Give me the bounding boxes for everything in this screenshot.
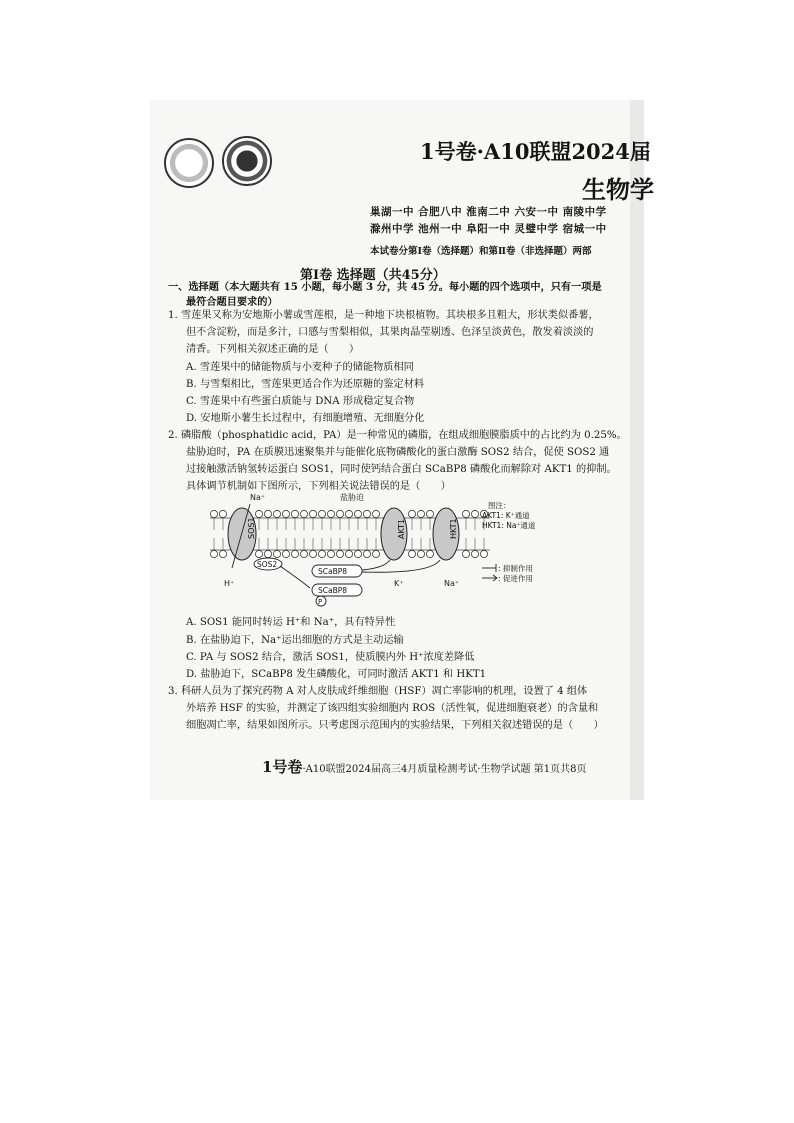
- section-title: 第Ⅰ卷 选择题（共45分）: [300, 268, 446, 283]
- phospholipid-head: [219, 550, 226, 557]
- phospholipid-head: [318, 550, 325, 557]
- phospholipid-head: [354, 550, 361, 557]
- phospholipid-head: [426, 510, 433, 517]
- phospholipid-head: [372, 510, 379, 517]
- q1-stem-line2: 但不含淀粉，而是多汁，口感与雪梨相似，其果肉晶莹剔透、色泽呈淡黄色，散发着淡淡的: [186, 327, 594, 338]
- phospholipid-head: [219, 510, 226, 517]
- footer-logo: 1号卷: [262, 758, 303, 776]
- phospholipid-head: [309, 510, 316, 517]
- q2-stem-line4: 具体调节机制如下图所示，下列相关说法错误的是（ ）: [186, 481, 451, 492]
- footer-text: ·A10联盟2024届高三4月质量检测考试·生物学试题 第1页共8页: [302, 764, 587, 775]
- hkt1-label: HKT1: [449, 518, 458, 539]
- phospholipid-head: [273, 510, 280, 517]
- phospholipid-head: [471, 550, 478, 557]
- h-ion-label: H⁺: [224, 579, 235, 588]
- sos2-label: SOS2: [257, 560, 278, 569]
- na-top-label: Na⁺: [250, 493, 266, 502]
- phospholipid-head: [471, 510, 478, 517]
- scabp8-inhibit-hkt1: [362, 560, 440, 572]
- phospholipid-head: [255, 550, 262, 557]
- legend-inhibit: : 抑制作用: [498, 564, 533, 573]
- membrane-figure: [200, 488, 600, 614]
- phospholipid-head: [291, 510, 298, 517]
- q2-option-c: C. PA 与 SOS2 结合，激活 SOS1，使质膜内外 H⁺浓度差降低: [186, 652, 475, 663]
- phospholipid-head: [255, 510, 262, 517]
- phospholipid-head: [309, 550, 316, 557]
- q1-option-c: C. 雪莲果中有些蛋白质能与 DNA 形成稳定复合物: [186, 396, 415, 407]
- q1-option-a: A. 雪莲果中的储能物质与小麦种子的储能物质相同: [186, 362, 414, 373]
- sos2-activation-arrow: [280, 566, 310, 588]
- phospholipid-head: [363, 550, 370, 557]
- legend-promote: : 促进作用: [498, 574, 533, 583]
- q2-stem-line3: 过接触激活钠氢转运蛋白 SOS1，同时使钙结合蛋白 SCaBP8 磷酸化而解除对 AKT1 的抑制。: [186, 464, 617, 475]
- phospholipid-head: [282, 510, 289, 517]
- phospholipid-head: [363, 510, 370, 517]
- schools-row-1: 巢湖一中 合肥八中 淮南二中 六安一中 南陵中学: [370, 206, 607, 218]
- q2-stem-line2: 盐胁迫时，PA 在质膜迅速聚集并与能催化底物磷酸化的蛋白激酶 SOS2 结合，促使 SOS2 通: [186, 447, 610, 458]
- phospholipid-head: [282, 550, 289, 557]
- section-instruction: 一、选择题（本大题共有 15 小题，每小题 3 分，共 45 分。每小题的四个选项中，只有一项是: [168, 281, 602, 293]
- legend-title: 图注：: [488, 501, 511, 510]
- phospholipid-head: [318, 510, 325, 517]
- phospholipid-head: [336, 550, 343, 557]
- q1-stem-line3: 清香。下列相关叙述正确的是（ ）: [186, 344, 360, 355]
- phospholipid-head: [408, 550, 415, 557]
- page-edge: [630, 100, 644, 800]
- phospholipid-head: [327, 550, 334, 557]
- phospholipid-head: [264, 550, 271, 557]
- salt-stress-label: 盐胁迫: [340, 493, 364, 502]
- q1-stem-line1: 1. 雪莲果又称为安地斯小薯或雪莲根，是一种地下块根植物。其块根多且粗大，形状类似番薯，: [168, 310, 599, 321]
- scabp8-inhibit-akt1: [362, 560, 390, 570]
- phospholipid-head: [291, 550, 298, 557]
- q3-stem-line2: 外培养 HSF 的实验，并测定了该四组实验细胞内 ROS（活性氧，促进细胞衰老）的含量和: [186, 703, 599, 714]
- subject-title: 生物学: [582, 175, 654, 204]
- phospholipid-head: [345, 550, 352, 557]
- legend-akt1: AKT1: K⁺通道: [482, 511, 530, 520]
- exam-brand-title: 1号卷·A10联盟2024届: [420, 139, 651, 164]
- q2-stem-line1: 2. 磷脂酸（phosphatidic acid，PA）是一种常见的磷脂，在组成细胞膜脂质中的占比约为 0.25%。: [168, 430, 627, 441]
- phospholipid-head: [300, 550, 307, 557]
- phospholipid-head: [426, 550, 433, 557]
- k-ion-label: K⁺: [394, 579, 404, 588]
- phospholipid-head: [345, 510, 352, 517]
- page-footer: [262, 756, 586, 777]
- phospholipid-head: [417, 510, 424, 517]
- phospholipid-head: [327, 510, 334, 517]
- phospholipid-head: [462, 510, 469, 517]
- q2-option-a: A. SOS1 能同时转运 H⁺和 Na⁺，具有特异性: [186, 617, 396, 628]
- q3-stem-line1: 3. 科研人员为了探究药物 A 对人皮肤成纤维细胞（HSF）凋亡率影响的机理，设置了 4 组体: [168, 686, 588, 697]
- q1-option-d: D. 安地斯小薯生长过程中，有细胞增殖、无细胞分化: [186, 413, 425, 424]
- phospholipid-head: [408, 510, 415, 517]
- phospholipid-head: [210, 550, 217, 557]
- section-instruction-cont: 最符合题目要求的）: [186, 296, 278, 308]
- legend-hkt1: HKT1: Na⁺通道: [482, 521, 536, 530]
- sos1-label: SOS1: [247, 517, 256, 539]
- phosphate-label: P: [318, 598, 323, 606]
- phospholipid-head: [210, 510, 217, 517]
- na-bottom-label: Na⁺: [444, 579, 460, 588]
- q3-stem-line3: 细胞凋亡率，结果如图所示。只考虑图示范围内的实验结果，下列相关叙述错误的是（ ）: [186, 720, 604, 731]
- phospholipid-head: [462, 550, 469, 557]
- phospholipid-head: [273, 550, 280, 557]
- exam-seal-logo: [222, 136, 272, 186]
- phospholipid-head: [480, 550, 487, 557]
- q1-option-b: B. 与雪梨相比，雪莲果更适合作为还原糖的鉴定材料: [186, 379, 425, 390]
- akt1-label: AKT1: [397, 518, 406, 539]
- phospholipid-head: [372, 550, 379, 557]
- phospholipid-head: [264, 510, 271, 517]
- q2-option-b: B. 在盐胁迫下，Na⁺运出细胞的方式是主动运输: [186, 635, 404, 646]
- phospholipid-head: [300, 510, 307, 517]
- q2-option-d: D. 盐胁迫下，SCaBP8 发生磷酸化，可同时激活 AKT1 和 HKT1: [186, 669, 487, 680]
- school-seal-logo: [164, 138, 214, 188]
- phospholipid-head: [354, 510, 361, 517]
- phospholipid-head: [417, 550, 424, 557]
- phospholipid-head: [336, 510, 343, 517]
- exam-note: 本试卷分第Ⅰ卷（选择题）和第Ⅱ卷（非选择题）两部: [370, 246, 592, 257]
- schools-row-2: 滁州中学 池州一中 阜阳一中 灵璧中学 宿城一中: [370, 223, 607, 235]
- scabp8-phospho-label: SCaBP8: [318, 586, 348, 595]
- scabp8-label: SCaBP8: [318, 567, 348, 576]
